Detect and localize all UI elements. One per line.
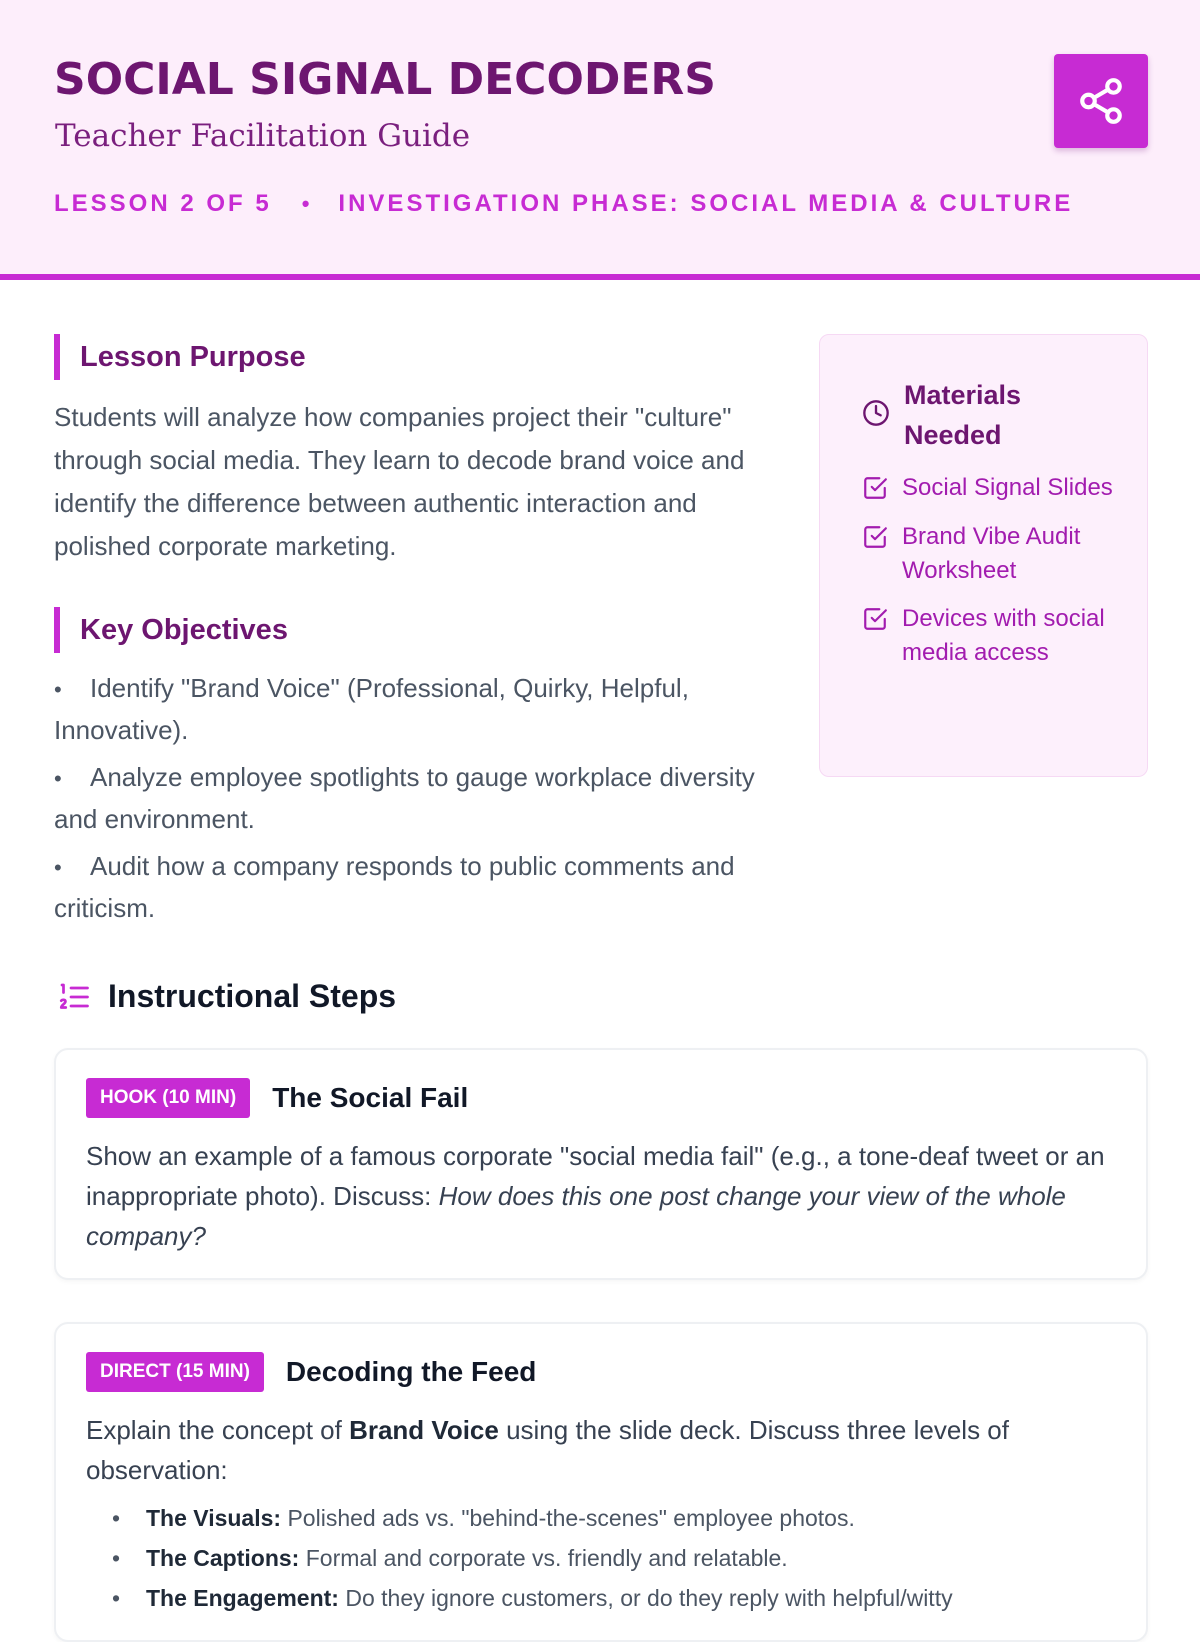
lesson-number: LESSON 2 OF 5 [54, 190, 272, 217]
numbered-list-icon [56, 979, 92, 1015]
steps-heading-label: Instructional Steps [108, 978, 397, 1014]
checkbox-icon [862, 524, 888, 555]
step-title: The Social Fail [272, 1082, 469, 1113]
page-title: SOCIAL SIGNAL DECODERS [54, 54, 716, 105]
share-icon [1076, 76, 1126, 126]
meta-separator: • [301, 191, 313, 216]
list-item: • The Engagement: Do they ignore customers, or do they reply with helpful/witty [111, 1585, 953, 1611]
materials-list [862, 471, 1122, 684]
page-header [0, 0, 1200, 280]
checkbox-icon [862, 475, 888, 506]
list-item: • The Visuals: Polished ads vs. "behind-the-scenes" employee photos. [111, 1505, 855, 1531]
purpose-text: Students will analyze how companies project their "culture" through social media. They learn to decode brand voice and identify the difference between authentic interaction and polished corporate marketing. [54, 402, 745, 561]
objectives-list [54, 668, 774, 935]
page-subtitle: Teacher Facilitation Guide [55, 118, 471, 154]
list-item: Devices with social media access [862, 602, 1122, 670]
list-item: • The Captions: Formal and corporate vs. friendly and relatable. [111, 1545, 788, 1571]
materials-panel [819, 334, 1148, 777]
step-card-hook [54, 1048, 1148, 1280]
purpose-heading: Lesson Purpose [54, 334, 306, 380]
step-description: Explain the concept of Brand Voice using the slide deck. Discuss three levels of observation: • The Visuals: Polished ads vs. "behind-the-scenes" employee photos. • The Captions: Formal and corporate vs. friendly and relatable. • The Engagement: Do they ignore customers, or do they reply with helpful/witty [86, 1410, 1106, 1618]
materials-heading [820, 375, 1147, 455]
lesson-phase: INVESTIGATION PHASE: SOCIAL MEDIA & CULTURE [338, 190, 1074, 217]
step-title: Decoding the Feed [285, 1356, 537, 1387]
step-badge: DIRECT (15 MIN) [86, 1352, 264, 1392]
step-card-direct [54, 1322, 1148, 1642]
list-item: • Analyze employee spotlights to gauge workplace diversity and environment. [54, 762, 755, 834]
objectives-heading: Key Objectives [54, 607, 288, 653]
observation-list [86, 1498, 1106, 1618]
materials-heading-label: Materials Needed [904, 380, 1022, 450]
clock-icon [862, 399, 890, 432]
list-item: • Identify "Brand Voice" (Professional, Quirky, Helpful, Innovative). [54, 673, 689, 745]
steps-heading [56, 978, 396, 1015]
step-badge: HOOK (10 MIN) [86, 1078, 250, 1118]
step-description: Show an example of a famous corporate "social media fail" (e.g., a tone-deaf tweet or an inappropriate photo). Discuss: How does this one post change your view of the whole company? [86, 1141, 1105, 1251]
lesson-meta [54, 190, 1073, 218]
list-item: Social Signal Slides [862, 471, 1122, 506]
checkbox-icon [862, 606, 888, 637]
list-item: Brand Vibe Audit Worksheet [862, 520, 1122, 588]
list-item: • Audit how a company responds to public comments and criticism. [54, 851, 735, 923]
share-button[interactable] [1054, 54, 1148, 148]
